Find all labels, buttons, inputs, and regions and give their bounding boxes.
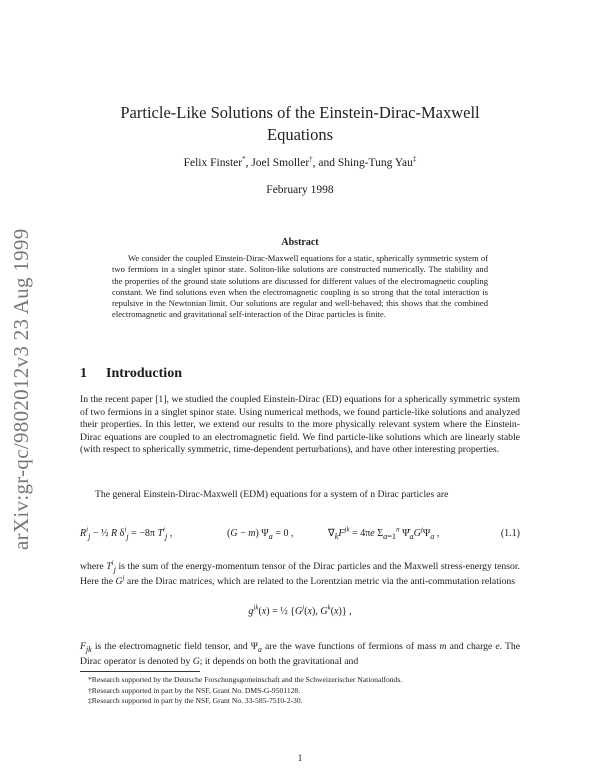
section-title: Introduction: [106, 366, 182, 381]
p4-text-c: and charge: [446, 641, 496, 652]
author-line: [90, 157, 510, 169]
footnote-rule: [80, 671, 200, 672]
p3-text-c: are the Dirac matrices, which are related to the Lorentzian metric via the anti-commutation relations: [124, 576, 516, 588]
equation-number: (1.1): [500, 528, 520, 539]
anticommutation-equation: $g^{jk}(x)$ = ½ {$G^j(x)$, $G^k(x)$} ,: [248, 603, 352, 617]
p3-text-a: where: [80, 561, 107, 572]
publication-date: February 1998: [266, 184, 334, 196]
footnote-3: ‡Research supported in part by the NSF, Grant No. 33-585-7510-2-30.: [88, 696, 303, 706]
footnote-mark-1: *: [242, 155, 246, 164]
intro-paragraph-1: In the recent paper [1], we studied the coupled Einstein-Dirac (ED) equations for a spherically symmetric system of two fermions in a singlet spinor state. Using numerical methods, we found particle-like solutions and analyzed their properties. In this letter, we extend our results to the more physically relevant system where the Einstein-Dirac equations are coupled to an electromagnetic field. We find particle-like solutions which are linearly stable (with respect to spherically symmetric, time-dependent perturbations), and have other interesting properties.: [80, 394, 520, 455]
paper-title: Particle-Like Solutions of the Einstein-Dirac-Maxwell Equations: [120, 103, 480, 144]
p4-text-a: is the electromagnetic field tensor, and: [91, 641, 251, 652]
section-number: 1: [80, 366, 87, 381]
intro-paragraph-4: $F_{jk}$ is the electromagnetic field tensor, and $\Psi_a$ are the wave functions of fermions of mass m and charge e. The Dirac operator is denoted by G; it depends on both the gravitational and: [80, 641, 521, 668]
page-number: 1: [297, 754, 303, 764]
dirac-equation: (G − m) $\Psi_a = 0$ ,: [227, 528, 294, 541]
intro-paragraph-2: The general Einstein-Dirac-Maxwell (EDM) equations for a system of n Dirac particles are: [95, 489, 449, 500]
author-finster: Felix Finster: [183, 157, 243, 169]
footnote-mark-2: †: [309, 155, 313, 164]
author-smoller: , Joel Smoller: [245, 157, 310, 169]
abstract-text: We consider the coupled Einstein-Dirac-Maxwell equations for a static, spherically symmetric system of two fermions in a singlet spinor state. Soliton-like solutions are constructed numerically. The stability and the properties of the ground state solutions are discussed for different values of the electromagnetic coupling constant. We find solutions even when the electromagnetic coupling is so strong that the total interaction is repulsive in the Newtonian limit. Our solutions are regular and well-behaved; this shows that the combined electromagnetic and gravitational self-interaction of the Dirac particles is finite.: [112, 253, 488, 320]
arxiv-identifier-stamp: arXiv:gr-qc/9802012v3 23 Aug 1999: [9, 228, 33, 550]
p4-text-b: are the wave functions of fermions of mass: [261, 641, 440, 652]
footnote-2: †Research supported in part by the NSF, Grant No. DMS-G-9501128.: [88, 685, 301, 695]
p4-text-e: ; it depends on both the gravitational and: [199, 656, 359, 668]
footnote-mark-3: ‡: [412, 155, 417, 164]
einstein-equation: $R^i_j$ − ½ R $\delta^i_j = -8\pi$ $T^i_j$ ,: [80, 525, 173, 541]
maxwell-equation: $\nabla_kF^{jk} = 4\pi e$ $\Sigma_{a=1}^n$ $\Psī_aG^j\Psi_a$ ,: [328, 525, 440, 541]
footnotes: [80, 675, 520, 707]
p3-text-b: is the sum of the energy-momentum tensor of the Dirac particles and the Maxwell stress-energy tensor. Here the: [80, 561, 520, 588]
footnote-1: *Research supported by the Deutsche Forschungsgemeinschaft and the Schweizerischer Nationalfonds.: [88, 675, 403, 684]
p4-text-d: . The Dirac operator is denoted by: [80, 641, 521, 668]
section-heading: [80, 366, 520, 382]
author-yau: , and Shing-Tung Yau: [312, 157, 413, 169]
abstract-heading: Abstract: [281, 237, 319, 248]
intro-paragraph-3: where $T^i_j$ is the sum of the energy-momentum tensor of the Dirac particles and the Maxwell stress-energy tensor. Here the $G^j$ are the Dirac matrices, which are related to the Lorentzian metric via the anti-commutation relations: [80, 558, 520, 588]
